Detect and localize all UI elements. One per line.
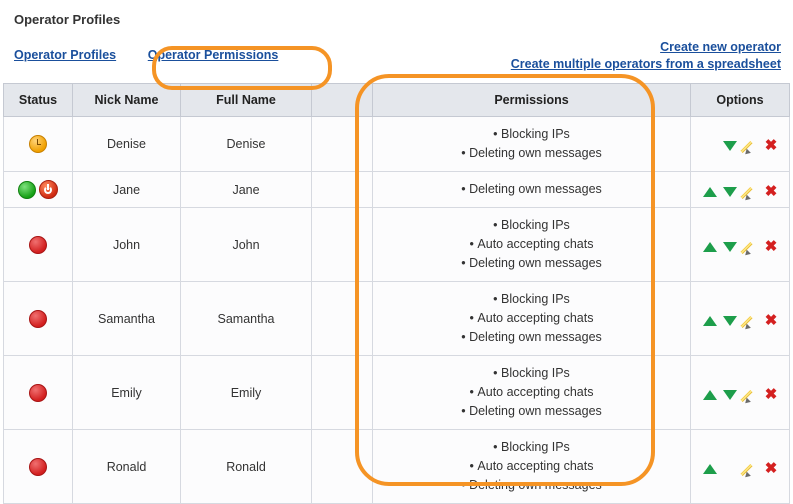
move-down-icon[interactable] <box>723 187 737 197</box>
table-row <box>4 172 790 208</box>
cell-options <box>691 282 790 356</box>
table-row <box>4 430 790 504</box>
permission-item: • Auto accepting chats <box>377 457 686 476</box>
cell-permissions <box>373 430 691 504</box>
permission-item: • Deleting own messages <box>377 476 686 495</box>
clock-hands-icon <box>37 139 38 144</box>
cell-nick-name: Emily <box>73 356 181 430</box>
header-permissions: Permissions <box>373 84 691 117</box>
cell-status <box>4 356 73 430</box>
permission-list <box>377 364 686 421</box>
cell-permissions <box>373 282 691 356</box>
create-new-operator-link[interactable]: Create new operator <box>660 40 781 54</box>
cell-nick-name: Samantha <box>73 282 181 356</box>
cell-full-name: Emily <box>181 356 312 430</box>
cell-nick-name: Jane <box>73 172 181 208</box>
cell-status <box>4 117 73 172</box>
permission-item: • Auto accepting chats <box>377 309 686 328</box>
move-up-icon[interactable] <box>703 316 717 326</box>
page-title: Operator Profiles <box>14 12 121 27</box>
cell-spacer <box>312 430 373 504</box>
cell-spacer <box>312 117 373 172</box>
delete-x-icon[interactable]: ✖ <box>764 137 778 154</box>
table-body <box>4 117 790 504</box>
table-row <box>4 117 790 172</box>
table-row <box>4 208 790 282</box>
move-down-placeholder <box>723 464 737 474</box>
cell-spacer <box>312 356 373 430</box>
edit-pencil-icon[interactable] <box>744 388 758 402</box>
delete-x-icon[interactable]: ✖ <box>764 311 778 329</box>
cell-permissions <box>373 208 691 282</box>
cell-nick-name: Denise <box>73 117 181 172</box>
cell-options <box>691 117 790 172</box>
permission-item: • Deleting own messages <box>377 144 686 163</box>
permission-item: • Auto accepting chats <box>377 383 686 402</box>
cell-status <box>4 172 73 208</box>
status-offline-icon <box>29 458 47 476</box>
table-row <box>4 356 790 430</box>
cell-options <box>691 430 790 504</box>
create-multiple-operators-link[interactable]: Create multiple operators from a spreadsheet <box>510 57 781 71</box>
tab-operator-permissions[interactable]: Operator Permissions <box>147 48 279 62</box>
status-away-icon <box>29 135 47 153</box>
delete-x-icon[interactable]: ✖ <box>764 459 778 477</box>
move-up-icon[interactable] <box>703 242 717 252</box>
top-links <box>511 39 781 73</box>
permission-item: • Deleting own messages <box>377 402 686 421</box>
move-down-icon[interactable] <box>723 141 737 151</box>
move-up-icon[interactable] <box>703 390 717 400</box>
move-up-icon[interactable] <box>703 187 717 197</box>
permission-item: • Deleting own messages <box>377 254 686 273</box>
move-down-icon[interactable] <box>723 242 737 252</box>
permission-list <box>377 180 686 199</box>
cell-full-name: John <box>181 208 312 282</box>
cell-permissions <box>373 356 691 430</box>
table-header-row <box>4 84 790 117</box>
edit-pencil-icon[interactable] <box>744 240 758 254</box>
cell-full-name: Samantha <box>181 282 312 356</box>
permission-list <box>377 438 686 495</box>
delete-x-icon[interactable]: ✖ <box>764 385 778 403</box>
tabs-row <box>0 40 793 73</box>
cell-options <box>691 208 790 282</box>
permission-item: • Auto accepting chats <box>377 235 686 254</box>
cell-options <box>691 356 790 430</box>
permission-list <box>377 216 686 273</box>
cell-permissions <box>373 172 691 208</box>
permission-item: • Deleting own messages <box>377 180 686 199</box>
header-full-name: Full Name <box>181 84 312 117</box>
status-offline-icon <box>29 236 47 254</box>
logout-power-icon[interactable] <box>39 180 58 199</box>
cell-full-name: Ronald <box>181 430 312 504</box>
permission-item: • Blocking IPs <box>377 364 686 383</box>
cell-status <box>4 430 73 504</box>
permission-item: • Blocking IPs <box>377 438 686 457</box>
tab-operator-profiles[interactable]: Operator Profiles <box>14 48 117 62</box>
edit-pencil-icon[interactable] <box>744 185 758 199</box>
permission-item: • Blocking IPs <box>377 216 686 235</box>
cell-status <box>4 208 73 282</box>
delete-x-icon[interactable]: ✖ <box>764 237 778 255</box>
operator-permissions-table <box>3 83 790 504</box>
move-down-icon[interactable] <box>723 390 737 400</box>
cell-options <box>691 172 790 208</box>
cell-full-name: Denise <box>181 117 312 172</box>
cell-status <box>4 282 73 356</box>
cell-spacer <box>312 172 373 208</box>
permission-item: • Blocking IPs <box>377 125 686 144</box>
status-offline-icon <box>29 384 47 402</box>
table-row <box>4 282 790 356</box>
move-down-icon[interactable] <box>723 316 737 326</box>
cell-spacer <box>312 282 373 356</box>
move-up-icon[interactable] <box>703 464 717 474</box>
edit-pencil-icon[interactable] <box>744 139 758 153</box>
move-up-placeholder <box>703 141 717 151</box>
header-options: Options <box>691 84 790 117</box>
status-online-icon <box>18 181 36 199</box>
permission-list <box>377 290 686 347</box>
header-status: Status <box>4 84 73 117</box>
permission-list <box>377 125 686 163</box>
header-spacer <box>312 84 373 117</box>
status-offline-icon <box>29 310 47 328</box>
permission-item: • Deleting own messages <box>377 328 686 347</box>
cell-nick-name: Ronald <box>73 430 181 504</box>
permission-item: • Blocking IPs <box>377 290 686 309</box>
edit-pencil-icon[interactable] <box>744 314 758 328</box>
edit-pencil-icon[interactable] <box>744 462 758 476</box>
cell-nick-name: John <box>73 208 181 282</box>
cell-full-name: Jane <box>181 172 312 208</box>
delete-x-icon[interactable]: ✖ <box>764 182 778 200</box>
header-nick-name: Nick Name <box>73 84 181 117</box>
cell-spacer <box>312 208 373 282</box>
cell-permissions <box>373 117 691 172</box>
